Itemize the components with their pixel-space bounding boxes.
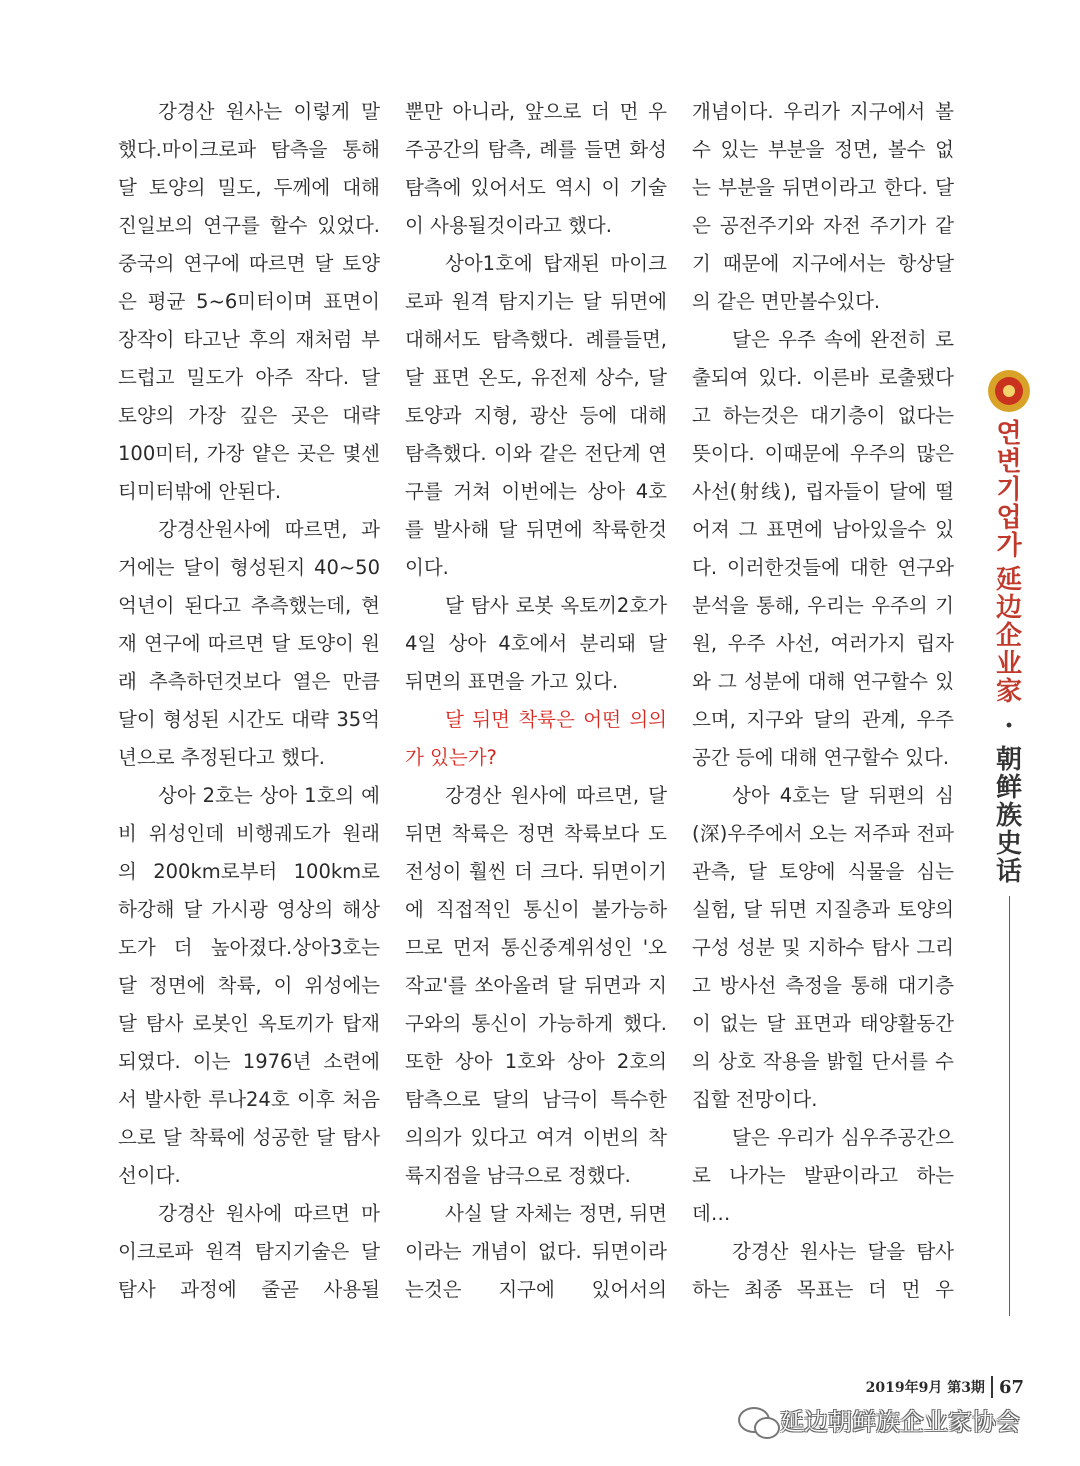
paragraph: 달은 우주 속에 완전히 로출되여 있다. 이른바 로출됐다고 하는것은 대기층이 없다는 뜻이다. 이때문에 우주의 많은 사선(射线), 립자들이 달에 떨어져 그 표면에 남아있을수 있다. 이러한것들에 대한 연구와 분석을 통해, 우리는 우주의 기원, 우주 사선, 여러가지 립자와 그 성분에 대해 연구할수 있으며, 지구와 달의 관계, 우주공간 등에 대해 연구할수 있다. (692, 328, 954, 769)
magazine-sidebar (982, 370, 1036, 1316)
magazine-logo-icon (988, 370, 1030, 412)
paragraph: 뿐만 아니라, 앞으로 더 먼 우주공간의 탐측, 례를 들면 화성 탐측에 있어서도 역시 이 기술이 사용될것이라고 했다. (405, 100, 667, 237)
page-footer (866, 1376, 1024, 1398)
footer-divider (991, 1376, 993, 1398)
paragraph: 상아 4호는 달 뒤편의 심(深)우주에서 오는 저주파 전파 관측, 달 토양에 식물을 심는 실험, 달 뒤면 지질층과 토양의 구성 성분 및 지하수 탐사 그리고 방사선 측정을 통해 대기층이 없는 달 표면과 태양활동간의 상호 작용을 밝힐 단서를 수집할 전망이다. (692, 784, 954, 1111)
section-heading: 달 뒤면 착륙은 어떤 의의가 있는가? (405, 708, 667, 769)
paragraph: 상아 2호는 상아 1호의 예비 위성인데 비행궤도가 원래의 200km로부터 100km로 하강해 달 가시광 영상의 해상도가 더 높아졌다.상아3호는 달 정면에 착륙, 이 위성에는 달 탐사 로봇인 옥토끼가 탑재되였다. 이는 1976년 소련에서 발사한 루나24호 이후 처음으로 달 착륙에 성공한 달 탐사선이다. (118, 784, 380, 1187)
column-2 (405, 93, 667, 1309)
sidebar-title-chinese1: 延边企业家 (995, 565, 1022, 707)
paragraph: 상아1호에 탑재된 마이크로파 원격 탐지기는 달 뒤면에 대해서도 탐측했다. 례를들면, 달 표면 온도, 유전제 상수, 달 토양과 지형, 광산 등에 대해 탐측했다. 이와 같은 전단계 연구를 거쳐 이번에는 상아 4호를 발사해 달 뒤면에 착륙한것이다. (405, 252, 667, 579)
paragraph: 강경산 원사는 이렇게 말했다.마이크로파 탐측을 통해 달 토양의 밀도, 두께에 대해 진일보의 연구를 할수 있었다. 중국의 연구에 따르면 달 토양은 평균 5~6미터이며 표면이 장작이 타고난 후의 재처럼 부드럽고 밀도가 아주 작다. 달 토양의 가장 깊은 곳은 대략 100미터, 가장 얕은 곳은 몇센티미터밖에 안된다. (118, 100, 380, 503)
page-number: 67 (998, 1376, 1024, 1398)
paragraph: 강경산 원사에 따르면, 달 뒤면 착륙은 정면 착륙보다 도전성이 훨씬 더 크다. 뒤면이기에 직접적인 통신이 불가능하므로 먼저 통신중계위성인 '오작교'를 쏘아올려 달 뒤면과 지구와의 통신이 가능하게 했다. 또한 상아 1호와 상아 2호의 탐측으로 달의 남극이 특수한 의의가 있다고 여겨 이번의 착륙지점을 남극으로 정했다. (405, 784, 667, 1187)
watermark-text: 延边朝鲜族企业家协会 (780, 1408, 1020, 1436)
paragraph: 개념이다. 우리가 지구에서 볼수 있는 부분을 정면, 볼수 없는 부분을 뒤면이라고 한다. 달은 공전주기와 자전 주기가 같기 때문에 지구에서는 항상달의 같은 면만볼수있다. (692, 100, 954, 313)
column-3 (692, 93, 954, 1309)
column-1 (118, 93, 380, 1309)
paragraph: 사실 달 자체는 정면, 뒤면이라는 개념이 없다. 뒤면이라는것은 지구에 있어서의 (405, 1202, 667, 1301)
paragraph: 강경산 원사는 달을 탐사하는 최종 목표는 더 먼 우 (692, 1240, 954, 1301)
paragraph: 달은 우리가 심우주공간으로 나가는 발판이라고 하는데… (692, 1126, 954, 1225)
sidebar-title-korean: 연변기업가 (996, 419, 1022, 561)
sidebar-title (993, 420, 1025, 886)
wechat-icon (738, 1407, 770, 1433)
wechat-watermark (738, 1402, 1020, 1437)
paragraph: 강경산 원사에 따르면 마이크로파 원격 탐지기술은 달 탐사 과정에 줄곧 사용될 (118, 1202, 380, 1301)
sidebar-divider (1009, 896, 1010, 1316)
sidebar-title-chinese2: 朝鲜族史话 (995, 745, 1022, 887)
paragraph: 달 탐사 로봇 옥토끼2호가 4일 상아 4호에서 분리돼 달 뒤면의 표면을 가고 있다. (405, 594, 667, 693)
sidebar-title-dot: · (1004, 711, 1014, 741)
paragraph: 강경산원사에 따르면, 과거에는 달이 형성된지 40~50억년이 된다고 추측했는데, 현재 연구에 따르면 달 토양이 원래 추측하던것보다 열은 만큼 달이 형성된 시간도 대략 35억년으로 추정된다고 했다. (118, 518, 380, 769)
issue-date: 2019年9月 第3期 (865, 1380, 985, 1396)
